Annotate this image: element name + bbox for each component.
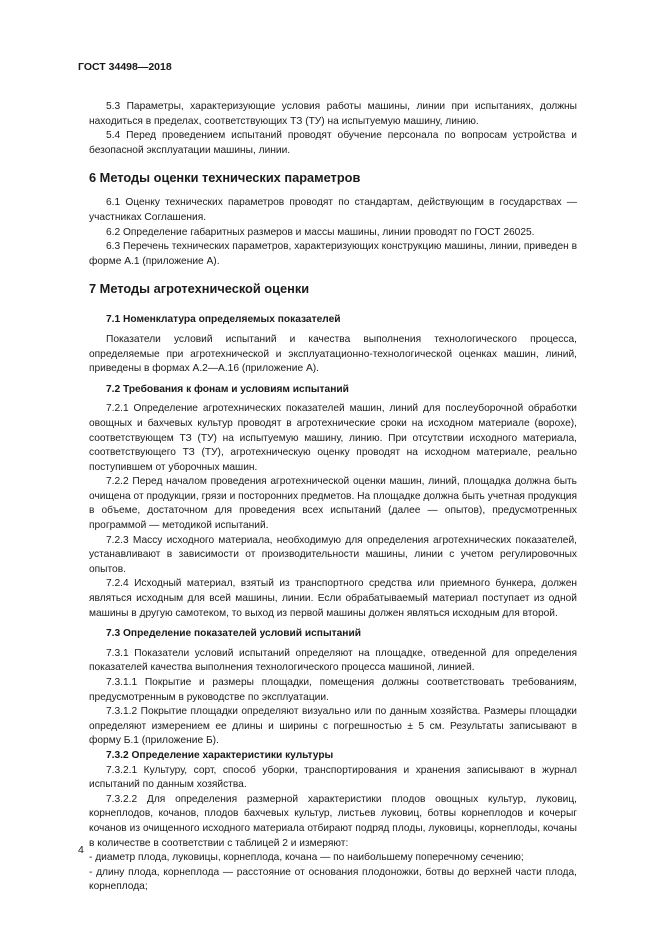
paragraph: 7.3.2.1 Культуру, сорт, способ уборки, транспортирования и хранения записывают в журнал испытаний по данным хозяйства. bbox=[89, 764, 577, 791]
document-header: ГОСТ 34498—2018 bbox=[78, 61, 172, 73]
section-heading: 6 Методы оценки технических параметров bbox=[89, 170, 361, 186]
paragraph: 7.3.1.2 Покрытие площадки определяют визуально или по данным хозяйства. Размеры площадки определяют измерением ее длины и ширины с погрешностью ± 5 см. Результаты записывают в форму Б.1 (приложение Б). bbox=[89, 706, 577, 747]
list-item: - диаметр плода, луковицы, корнеплода, кочана — по наибольшему поперечному сечению; bbox=[89, 852, 524, 864]
paragraph: 7.2.1 Определение агротехнических показателей машин, линий для послеуборочной обработки овощных и бахчевых культур проводят в агротехнические сроки на исходном материале (ворохе), соответствующем ТЗ (ТУ) на испытуемую машину, линию. При отсутствии исходного материала, соответствующего ТЗ (ТУ), агротехническую оценку проводят на исходном материале, реально поступившем от уборочных машин. bbox=[89, 403, 577, 473]
section-heading: 7 Методы агротехнической оценки bbox=[89, 281, 310, 297]
paragraph: 5.3 Параметры, характеризующие условия работы машины, линии при испытаниях, должны находиться в пределах, соответствующих ТЗ (ТУ) на испытуемую машину, линию. bbox=[89, 101, 577, 127]
paragraph: 6.1 Оценку технических параметров проводят по стандартам, действующим в государствах — участниках Соглашения. bbox=[89, 197, 577, 223]
paragraph: 6.2 Определение габаритных размеров и массы машины, линии проводят по ГОСТ 26025. bbox=[106, 226, 535, 238]
document-body bbox=[89, 100, 577, 895]
page-number: 4 bbox=[78, 844, 84, 856]
paragraph: 7.3.2.2 Для определения размерной характеристики плодов овощных культур, луковиц, корнеплодов, кочанов, плодов бахчевых культур, листьев луковиц, ботвы корнеплодов и кочерыг кочанов из очищенного исходного материала отбирают подряд плоды, луковицы, корнеплоды, кочаны в количестве в соответствии с таблицей 2 и измеряют: bbox=[89, 793, 577, 849]
paragraph: 7.2.4 Исходный материал, взятый из транспортного средства или приемного бункера, должен являться исходным для всей машины, линии. Если обрабатываемый материал поступает из одной машины в другую самотеком, то выход из первой машины должен являться исходным для второй. bbox=[89, 578, 577, 619]
paragraph: 6.3 Перечень технических параметров, характеризующих конструкцию машины, линии, приведен в форме А.1 (приложение А). bbox=[89, 241, 577, 267]
list-item: - длину плода, корнеплода — расстояние от основания плодоножки, ботвы до верхней части плода, корнеплода; bbox=[89, 866, 577, 893]
paragraph: 7.2.2 Перед началом проведения агротехнической оценки машин, линий, площадка должна быть очищена от продукции, грязи и посторонних предметов. На площадке должна быть учетная продукция в объеме, достаточном для проведения всех испытаний (далее — опытов), предусмотренных программой — методикой испытаний. bbox=[89, 476, 577, 532]
paragraph: 7.3.1.1 Покрытие и размеры площадки, помещения должны соответствовать требованиям, предусмотренным в руководстве по эксплуатации. bbox=[89, 677, 577, 703]
paragraph: 7.2.3 Массу исходного материала, необходимую для определения агротехнических показателей, устанавливают в зависимости от производительности машины, линии с учетом регулировочных опытов. bbox=[89, 534, 577, 575]
subsection-heading: 7.2 Требования к фонам и условиям испытаний bbox=[106, 383, 349, 395]
subsection-heading: 7.3.2 Определение характеристики культуры bbox=[106, 749, 334, 761]
paragraph: 5.4 Перед проведением испытаний проводят обучение персонала по вопросам устройства и безопасной эксплуатации машины, линии. bbox=[89, 130, 577, 156]
subsection-heading: 7.3 Определение показателей условий испытаний bbox=[106, 628, 361, 640]
subsection-heading: 7.1 Номенклатура определяемых показателей bbox=[106, 314, 341, 326]
paragraph: Показатели условий испытаний и качества выполнения технологического процесса, определяемые при агротехнической и эксплуатационно-технологической оценках машин, линий, приведены в формах А.2—А.16 (приложение А). bbox=[89, 333, 577, 375]
paragraph: 7.3.1 Показатели условий испытаний определяют на площадке, отведенной для определения показателей качества выполнения технологического процесса машиной, линией. bbox=[89, 647, 577, 674]
